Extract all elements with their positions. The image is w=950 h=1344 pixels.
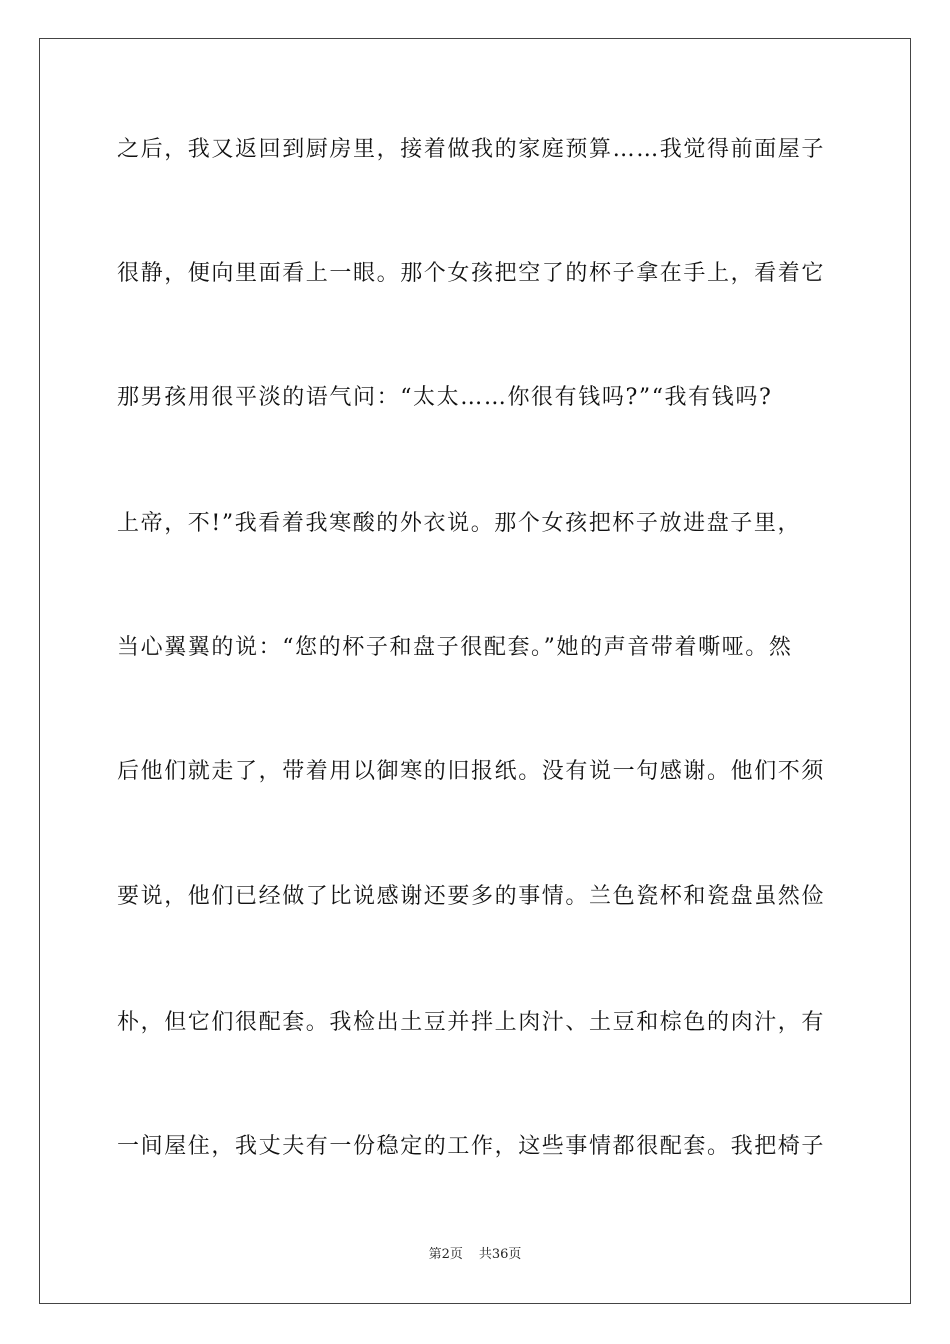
page-number: 第2页	[428, 1247, 463, 1262]
text-line: 上帝，不!”我看着我寒酸的外衣说。那个女孩把杯子放进盘子里，	[117, 511, 802, 536]
text-line: 一间屋住，我丈夫有一份稳定的工作，这些事情都很配套。我把椅子	[117, 1134, 826, 1159]
page-footer	[0, 1246, 950, 1264]
text-line: 后他们就走了，带着用以御寒的旧报纸。没有说一句感谢。他们不须	[117, 759, 826, 784]
text-line: 很静，便向里面看上一眼。那个女孩把空了的杯子拿在手上，看着它	[117, 261, 826, 286]
text-line: 朴，但它们很配套。我检出土豆并拌上肉汁、土豆和棕色的肉汁，有	[117, 1010, 826, 1035]
text-line: 当心翼翼的说：“您的杯子和盘子很配套。”她的声音带着嘶哑。然	[117, 635, 793, 660]
page-total: 共36页	[478, 1247, 522, 1262]
text-line: 之后，我又返回到厨房里，接着做我的家庭预算……我觉得前面屋子	[117, 137, 826, 162]
page-border	[39, 38, 911, 1304]
text-line: 要说，他们已经做了比说感谢还要多的事情。兰色瓷杯和瓷盘虽然俭	[117, 884, 826, 909]
text-line: 那男孩用很平淡的语气问：“太太……你很有钱吗?”“我有钱吗?	[117, 385, 773, 410]
